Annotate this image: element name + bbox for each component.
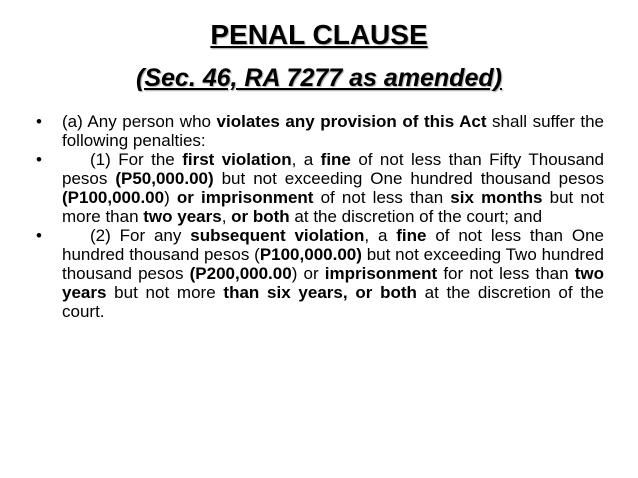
bold-run: (P50,000.00) (115, 169, 214, 188)
text-run: but not more (106, 283, 224, 302)
text-run: (2) For any (90, 226, 191, 245)
bullet-item-1 (36, 150, 604, 226)
bold-run: (P100,000.00 (62, 188, 165, 207)
bold-run: fine (320, 150, 351, 169)
text-run: ) (164, 188, 177, 207)
bullet-list (36, 112, 604, 321)
text-run: shall suffer the following penalties: (62, 112, 604, 150)
text-run: but not exceeding One hundred thousand pesos (213, 169, 605, 188)
text-run: , a (291, 150, 321, 169)
text-run: of not less than One hundred thousand pesos ( (62, 226, 604, 264)
bold-run: six months (450, 188, 543, 207)
bold-run: P100,000.00) (259, 245, 362, 264)
page-title: PENAL CLAUSE (210, 19, 428, 50)
bold-run: two years (62, 264, 604, 302)
bold-run: or imprisonment (176, 188, 314, 207)
text-run: but not more than (62, 188, 605, 226)
text-run: for not less than (437, 264, 575, 283)
bold-run: (P200,000.00 (189, 264, 292, 283)
text-run: at the discretion of the court; and (289, 207, 543, 226)
bold-run: fine (396, 226, 427, 245)
text-run: of not less than (313, 188, 451, 207)
text-run: of not less than Fifty Thousand pesos (62, 150, 604, 188)
text-run: , (221, 207, 232, 226)
text-run: , a (364, 226, 397, 245)
bullet-item-a (36, 112, 604, 150)
bold-run: first violation (182, 150, 292, 169)
text-run: (a) Any person who (62, 112, 217, 131)
bold-run: violates any provision of this Act (216, 112, 487, 131)
text-run: but not exceeding Two hundred thousand pesos (62, 245, 604, 283)
bullet-marker: • (36, 112, 42, 131)
bold-run: two years (143, 207, 222, 226)
bold-run: than six years, or both (223, 283, 417, 302)
page-subtitle: (Sec. 46, RA 7277 as amended) (136, 64, 502, 92)
text-run: ) or (291, 264, 325, 283)
bullet-marker: • (36, 150, 42, 169)
bold-run: subsequent violation (190, 226, 365, 245)
text-run: at the discretion of the court. (62, 283, 604, 321)
bullet-marker: • (36, 226, 42, 245)
bold-run: imprisonment (324, 264, 438, 283)
bullet-item-2 (36, 226, 604, 321)
text-run: (1) For the (90, 150, 183, 169)
bold-run: or both (231, 207, 290, 226)
